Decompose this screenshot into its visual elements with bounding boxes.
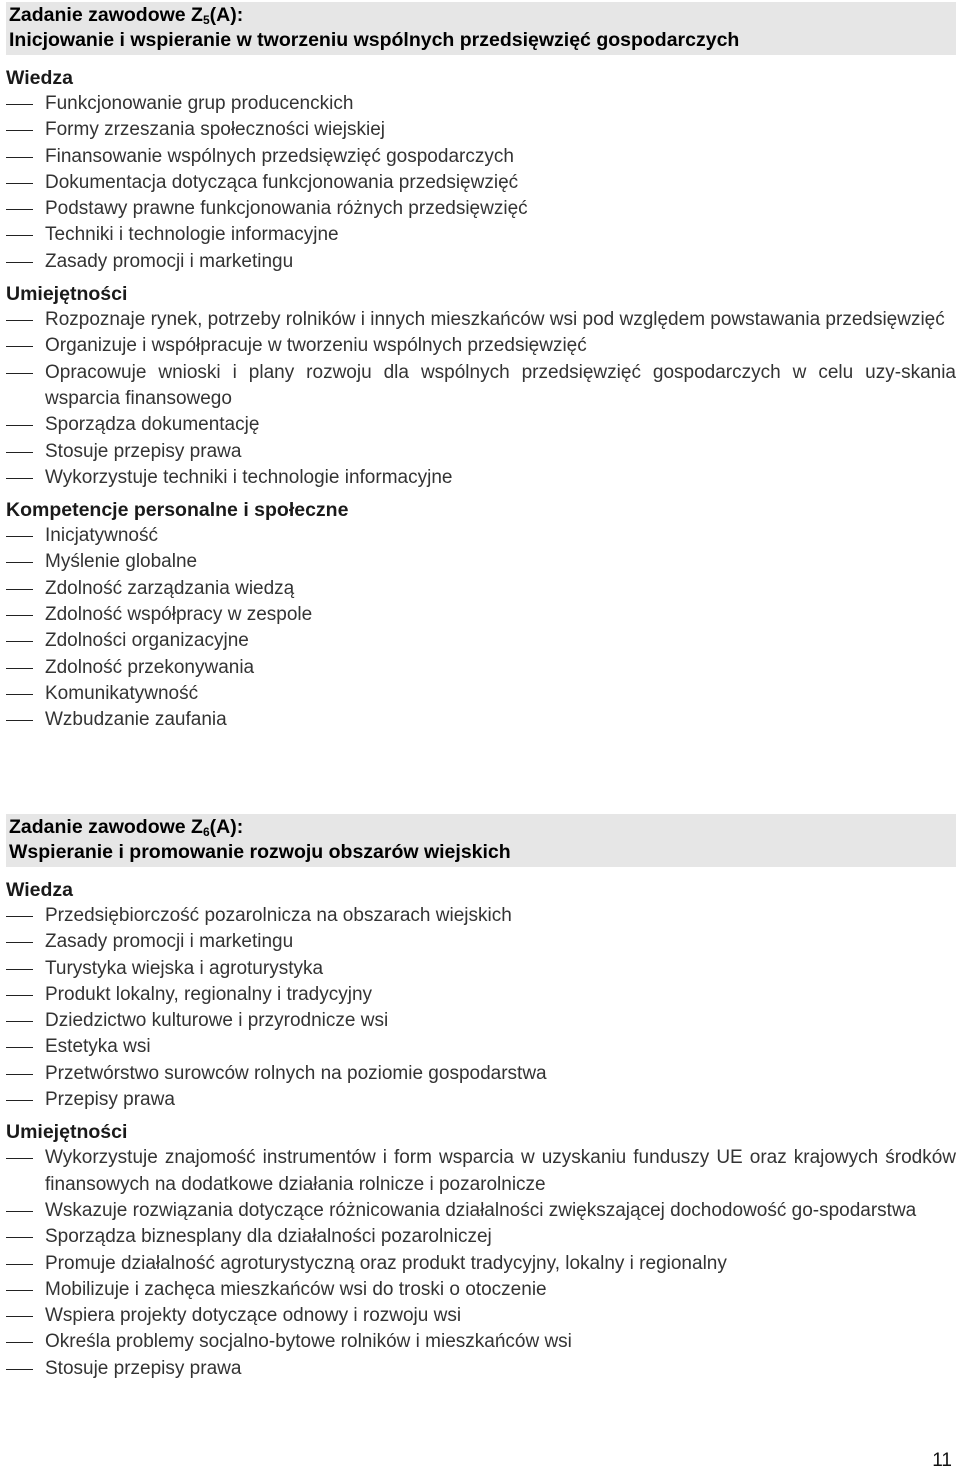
dash-bullet-icon: [6, 130, 33, 131]
dash-bullet-icon: [6, 1021, 33, 1022]
dash-bullet-icon: [6, 157, 33, 158]
dash-bullet-icon: [6, 1264, 33, 1265]
list-item: Zdolności organizacyjne: [0, 628, 960, 654]
list-item: Zdolność zarządzania wiedzą: [0, 576, 960, 602]
list-item: Wzbudzanie zaufania: [0, 707, 960, 733]
list-item: Estetyka wsi: [0, 1034, 960, 1060]
list-item: Przetwórstwo surowców rolnych na poziomie gospodarstwa: [0, 1061, 960, 1087]
dash-bullet-icon: [6, 425, 33, 426]
list-item: Mobilizuje i zachęca mieszkańców wsi do troski o otoczenie: [0, 1277, 960, 1303]
list-item: Dokumentacja dotycząca funkcjonowania przedsięwzięć: [0, 170, 960, 196]
dash-bullet-icon: [6, 104, 33, 105]
list-item: Finansowanie wspólnych przedsięwzięć gospodarczych: [0, 144, 960, 170]
list-umiejetnosci: [0, 1145, 960, 1382]
dash-bullet-icon: [6, 694, 33, 695]
dash-bullet-icon: [6, 1100, 33, 1101]
dash-bullet-icon: [6, 1211, 33, 1212]
list-item: Stosuje przepisy prawa: [0, 439, 960, 465]
dash-bullet-icon: [6, 320, 33, 321]
dash-bullet-icon: [6, 589, 33, 590]
task-header: [6, 2, 956, 55]
dash-bullet-icon: [6, 942, 33, 943]
dash-bullet-icon: [6, 183, 33, 184]
list-item: Promuje działalność agroturystyczną oraz produkt tradycyjny, lokalny i regionalny: [0, 1251, 960, 1277]
dash-bullet-icon: [6, 1369, 33, 1370]
dash-bullet-icon: [6, 615, 33, 616]
dash-bullet-icon: [6, 536, 33, 537]
dash-bullet-icon: [6, 262, 33, 263]
task-title: Inicjowanie i wspieranie w tworzeniu wspólnych przedsięwzięć gospodarczych: [9, 29, 740, 51]
task-header: [6, 814, 956, 867]
section-title-wiedza: Wiedza: [6, 67, 74, 89]
list-item: Stosuje przepisy prawa: [0, 1356, 960, 1382]
list-item: Zdolność współpracy w zespole: [0, 602, 960, 628]
task-block-z5: [0, 2, 960, 734]
list-umiejetnosci: [0, 307, 960, 491]
list-item: Myślenie globalne: [0, 549, 960, 575]
list-item: Produkt lokalny, regionalny i tradycyjny: [0, 982, 960, 1008]
dash-bullet-icon: [6, 969, 33, 970]
page-number: 11: [932, 1450, 952, 1471]
dash-bullet-icon: [6, 1316, 33, 1317]
dash-bullet-icon: [6, 641, 33, 642]
dash-bullet-icon: [6, 209, 33, 210]
section-title-kompetencje: Kompetencje personalne i społeczne: [6, 499, 349, 522]
section-title-umiejetnosci: Umiejętności: [6, 283, 128, 306]
list-item: Organizuje i współpracuje w tworzeniu wspólnych przedsięwzięć: [0, 333, 960, 359]
task-heading: Zadanie zawodowe $Z_5(A)$:: [9, 4, 244, 27]
list-item: Wykorzystuje znajomość instrumentów i form wsparcia w uzyskaniu funduszy UE oraz krajowych środków finansowych na dodatkowe działania rolnicze i pozarolnicze: [0, 1145, 960, 1198]
list-item: Zasady promocji i marketingu: [0, 249, 960, 275]
dash-bullet-icon: [6, 1237, 33, 1238]
dash-bullet-icon: [6, 668, 33, 669]
list-item: Turystyka wiejska i agroturystyka: [0, 956, 960, 982]
section-title-umiejetnosci: Umiejętności: [6, 1121, 128, 1144]
task-heading: Zadanie zawodowe $Z_6(A)$:: [9, 816, 244, 839]
dash-bullet-icon: [6, 1158, 33, 1159]
list-wiedza: [0, 903, 960, 1113]
list-item: Wskazuje rozwiązania dotyczące różnicowania działalności zwiększającej dochodowość go-spodarstwa: [0, 1198, 960, 1224]
list-item: Wykorzystuje techniki i technologie informacyjne: [0, 465, 960, 491]
list-item: Przedsiębiorczość pozarolnicza na obszarach wiejskich: [0, 903, 960, 929]
list-item: Przepisy prawa: [0, 1087, 960, 1113]
list-item: Wspiera projekty dotyczące odnowy i rozwoju wsi: [0, 1303, 960, 1329]
list-item: Sporządza biznesplany dla działalności pozarolniczej: [0, 1224, 960, 1250]
dash-bullet-icon: [6, 1047, 33, 1048]
list-item: Dziedzictwo kulturowe i przyrodnicze wsi: [0, 1008, 960, 1034]
list-item: Inicjatywność: [0, 523, 960, 549]
dash-bullet-icon: [6, 995, 33, 996]
dash-bullet-icon: [6, 720, 33, 721]
list-item: Podstawy prawne funkcjonowania różnych przedsięwzięć: [0, 196, 960, 222]
list-item: Określa problemy socjalno-bytowe rolników i mieszkańców wsi: [0, 1329, 960, 1355]
list-item: Zdolność przekonywania: [0, 655, 960, 681]
dash-bullet-icon: [6, 562, 33, 563]
dash-bullet-icon: [6, 1342, 33, 1343]
list-kompetencje: [0, 523, 960, 733]
task-block-z6: [0, 814, 960, 1382]
dash-bullet-icon: [6, 235, 33, 236]
list-item: Techniki i technologie informacyjne: [0, 222, 960, 248]
dash-bullet-icon: [6, 1074, 33, 1075]
dash-bullet-icon: [6, 373, 33, 374]
list-item: Opracowuje wnioski i plany rozwoju dla wspólnych przedsięwzięć gospodarczych w celu uzy-skania wsparcia finansowego: [0, 360, 960, 413]
list-item: Zasady promocji i marketingu: [0, 929, 960, 955]
list-item: Rozpoznaje rynek, potrzeby rolników i innych mieszkańców wsi pod względem powstawania przedsięwzięć: [0, 307, 960, 333]
list-item: Sporządza dokumentację: [0, 412, 960, 438]
list-item: Funkcjonowanie grup producenckich: [0, 91, 960, 117]
list-wiedza: [0, 91, 960, 275]
task-title: Wspieranie i promowanie rozwoju obszarów wiejskich: [9, 841, 511, 863]
dash-bullet-icon: [6, 452, 33, 453]
section-title-wiedza: Wiedza: [6, 879, 74, 901]
dash-bullet-icon: [6, 478, 33, 479]
list-item: Formy zrzeszania społeczności wiejskiej: [0, 117, 960, 143]
dash-bullet-icon: [6, 1290, 33, 1291]
dash-bullet-icon: [6, 346, 33, 347]
dash-bullet-icon: [6, 916, 33, 917]
list-item: Komunikatywność: [0, 681, 960, 707]
